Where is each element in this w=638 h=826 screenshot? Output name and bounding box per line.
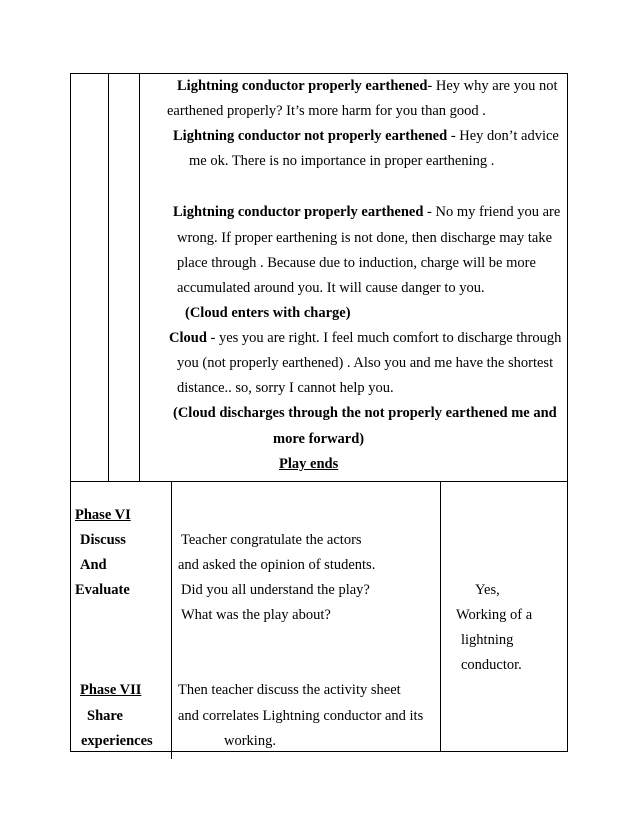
speaker: Cloud <box>169 330 207 346</box>
phase-7-activity-2: and correlates Lightning conductor and its <box>178 708 424 724</box>
phase-6-step-2: And <box>80 557 107 573</box>
phase-col-line <box>171 481 172 759</box>
stage-direction-2b: more forward) <box>273 431 365 447</box>
stage-direction-2a: (Cloud discharges through the not properly earthened me and <box>173 405 557 421</box>
play-ends: Play ends <box>279 456 339 472</box>
dialogue-line-1 <box>177 77 557 95</box>
phase-6-activity-3: Did you all understand the play? <box>181 582 370 598</box>
row-divider <box>70 481 568 482</box>
phase-6-activity-2: and asked the opinion of students. <box>178 557 376 573</box>
dialogue-line-4b: you (not properly earthened) . Also you and me have the shortest <box>177 355 554 371</box>
phase-7-title: Phase VII <box>80 682 142 698</box>
table-bottom-border <box>70 751 568 752</box>
table-right-border <box>567 73 568 752</box>
table-left-border <box>70 73 71 752</box>
phase-7-step-2: experiences <box>81 733 153 749</box>
phase-7-activity-3: working. <box>224 733 276 749</box>
phase-6-response-4: conductor. <box>461 657 522 673</box>
dialogue-line-1b: earthened properly? It’s more harm for you than good . <box>167 103 486 119</box>
speech: - No my friend you are <box>423 204 561 220</box>
table-top-border <box>70 73 568 74</box>
dialogue-line-4c: distance.. so, sorry I cannot help you. <box>177 380 394 396</box>
speech: - Hey why are you not <box>427 78 558 94</box>
phase-7-step-1: Share <box>87 708 123 724</box>
dialogue-line-3b: wrong. If proper earthening is not done, then discharge may take <box>177 230 553 246</box>
dialogue-line-3c: place through . Because due to induction, charge will be more <box>177 255 536 271</box>
speech: - Hey don’t advice <box>447 128 559 144</box>
phase-6-activity-1: Teacher congratulate the actors <box>181 532 362 548</box>
phase-6-response-2: Working of a <box>456 607 533 623</box>
phase-6-title: Phase VI <box>75 507 131 523</box>
dialogue-line-3 <box>173 203 560 221</box>
stage-direction-1: (Cloud enters with charge) <box>185 305 351 321</box>
phase-7-activity-1: Then teacher discuss the activity sheet <box>178 682 401 698</box>
speaker: Lightning conductor properly earthened <box>177 78 428 94</box>
inner-col-line-1 <box>108 73 109 481</box>
speaker: Lightning conductor not properly earthened <box>173 128 448 144</box>
phase-6-response-1: Yes, <box>475 582 500 598</box>
phase-6-step-1: Discuss <box>80 532 126 548</box>
dialogue-line-2 <box>173 127 559 145</box>
speaker: Lightning conductor properly earthened <box>173 204 424 220</box>
speech: - yes you are right. I feel much comfort to discharge through <box>206 330 562 346</box>
phase-6-activity-4: What was the play about? <box>181 607 331 623</box>
dialogue-line-2b: me ok. There is no importance in proper earthening . <box>189 153 495 169</box>
phase-6-response-3: lightning <box>461 632 514 648</box>
dialogue-line-3d: accumulated around you. It will cause danger to you. <box>177 280 485 296</box>
phase-6-step-3: Evaluate <box>75 582 130 598</box>
response-col-line <box>440 481 441 752</box>
dialogue-line-4 <box>169 329 561 347</box>
inner-col-line-2 <box>139 73 140 481</box>
